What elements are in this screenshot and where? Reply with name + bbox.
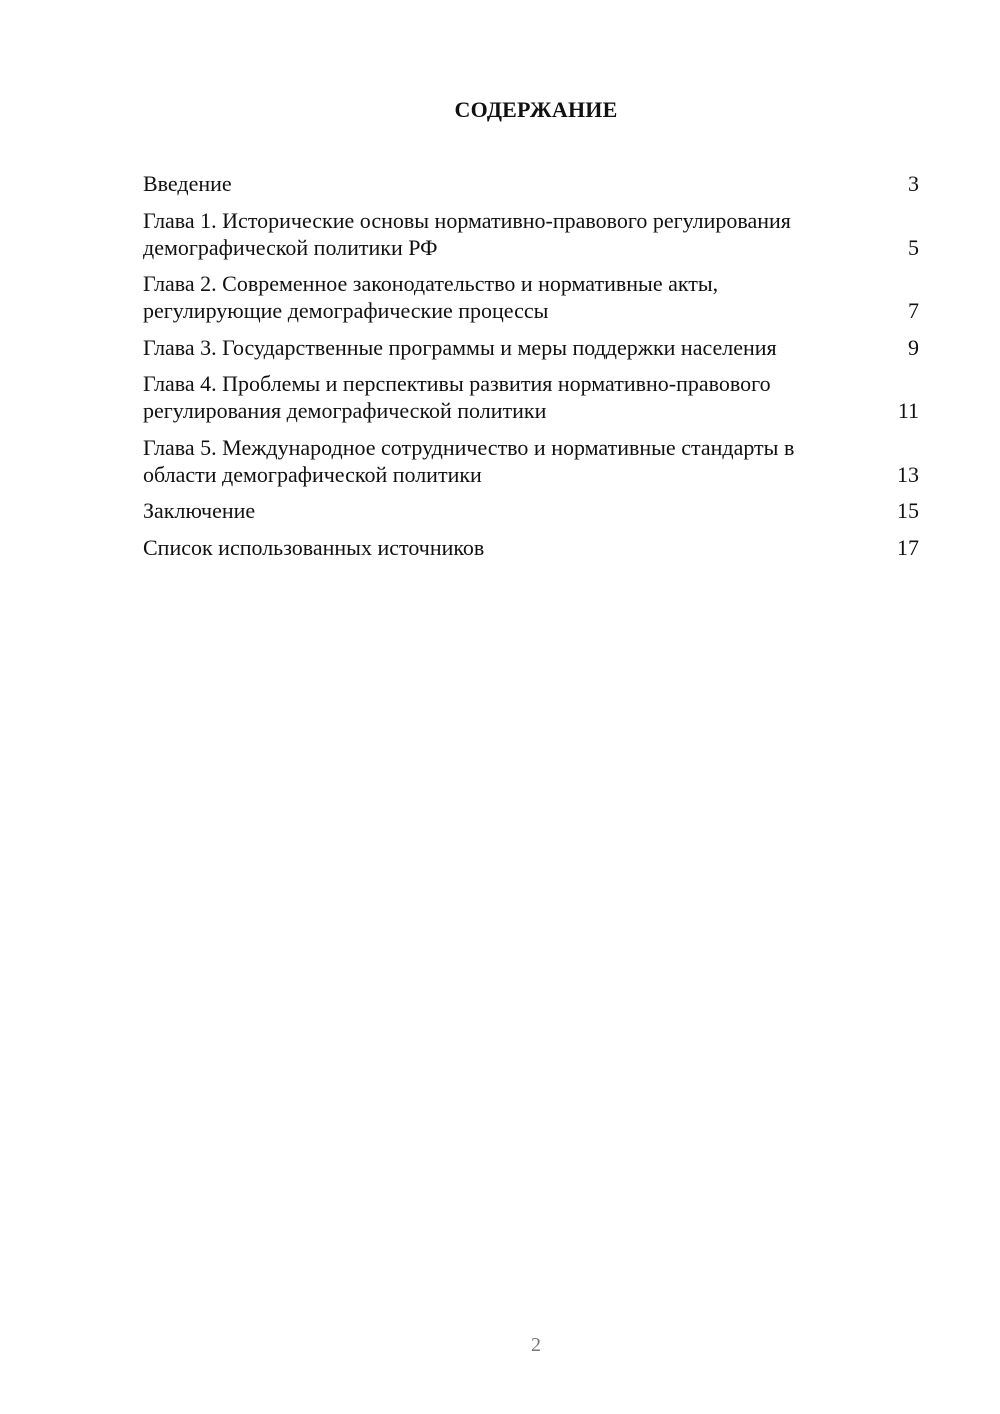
toc-entry-page: 13 — [897, 461, 919, 487]
toc-entry-chapter-2 — [143, 270, 919, 324]
toc-entry-text: Глава 2. Современное законодательство и нормативные акты, регулирующие демографические процессы — [143, 271, 719, 323]
toc-entry-page: 17 — [897, 534, 919, 560]
toc-entry-page: 7 — [908, 298, 919, 323]
page-title: СОДЕРЖАНИЕ — [454, 97, 618, 122]
toc-entry-text: Глава 3. Государственные программы и меры поддержки населения — [143, 334, 777, 360]
toc-entry-text: Глава 5. Международное сотрудничество и нормативные стандарты в области демографической политики — [143, 434, 795, 487]
toc-entry-text: Глава 4. Проблемы и перспективы развития нормативно-правового регулирования демографической политики — [143, 371, 771, 423]
toc-entry-conclusion — [143, 497, 919, 524]
toc-entry-page: 15 — [897, 498, 919, 523]
toc-entry-chapter-4 — [143, 370, 919, 424]
toc-entry-chapter-3 — [143, 334, 919, 361]
toc-entry-page: 11 — [897, 398, 919, 423]
toc-entry-references — [143, 534, 919, 561]
toc-entry-text: Список использованных источников — [143, 534, 485, 560]
toc-entry-text: Заключение — [143, 498, 256, 523]
toc-entry-chapter-5 — [143, 434, 919, 488]
toc-entry-introduction — [143, 170, 919, 197]
toc-entry-page: 5 — [908, 234, 919, 260]
toc-entry-text: Введение — [143, 171, 232, 196]
toc-entry-text: Глава 1. Исторические основы нормативно-правового регулирования демографической политики РФ — [143, 207, 791, 260]
toc-entry-chapter-1 — [143, 207, 919, 261]
toc-entry-page: 3 — [908, 171, 919, 196]
toc-entry-page: 9 — [908, 334, 919, 360]
page-number: 2 — [531, 1334, 541, 1356]
table-of-contents — [143, 170, 919, 570]
